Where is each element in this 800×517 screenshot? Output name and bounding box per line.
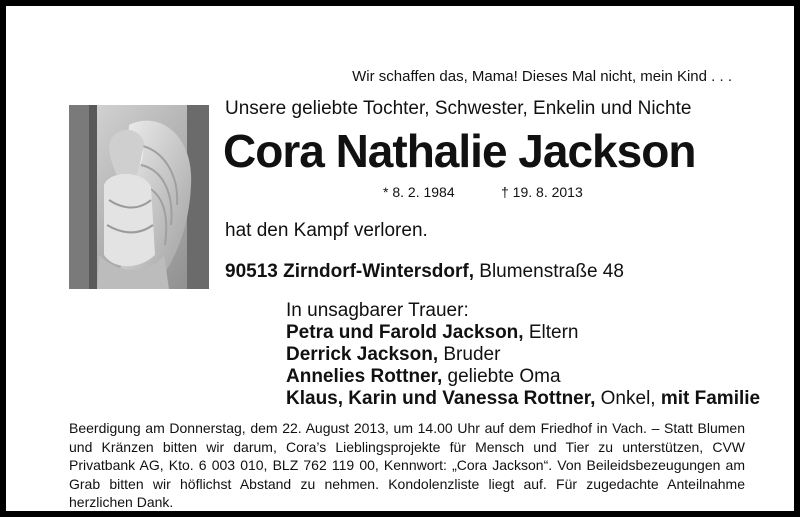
mourner-relation: Bruder [443, 344, 501, 365]
mourner-name: Derrick Jackson, [286, 344, 439, 365]
intro-line: Unsere geliebte Tochter, Schwester, Enkelin und Nichte [225, 98, 692, 119]
angel-statue-image [69, 105, 209, 289]
quote-line: Wir schaffen das, Mama! Dieses Mal nicht, mein Kind . . . [352, 68, 732, 85]
address-street: Blumenstraße 48 [479, 261, 624, 282]
mourner-relation: Onkel, [600, 388, 656, 409]
mourner-row [286, 388, 760, 410]
birth-date: * 8. 2. 1984 [383, 184, 455, 200]
mourner-row [286, 366, 760, 388]
death-date: † 19. 8. 2013 [501, 184, 583, 200]
mourner-name: Klaus, Karin und Vanessa Rottner, [286, 388, 596, 409]
deceased-name: Cora Nathalie Jackson [223, 125, 696, 177]
mourners-heading: In unsagbarer Trauer: [286, 300, 469, 321]
address-line [225, 261, 624, 283]
mourner-relation: Eltern [528, 322, 579, 343]
mourner-name: Petra und Farold Jackson, [286, 322, 524, 343]
footer-text: Beerdigung am Donnerstag, dem 22. August 2013, um 14.00 Uhr auf dem Friedhof in Vach. – Statt Blumen und Kränzen bitten wir darum, Cora’s Lieblingsprojekte für Mensch und Tier zu unterstützen, CVW Privatbank AG, Kto. 6 003 010, BLZ 762 119 00, Kennwort: „Cora Jackson“. Von Beileidsbezeugungen am Grab bitten wir höflichst Abstand zu nehmen. Kondolenzliste liegt auf. Für zugedachte Anteilnahme herzlichen Dank. [69, 420, 745, 510]
mourner-relation: geliebte Oma [447, 366, 561, 387]
mourner-name: Annelies Rottner, [286, 366, 443, 387]
verloren-line: hat den Kampf verloren. [225, 220, 428, 241]
mourner-extra: mit Familie [660, 388, 761, 409]
mourners-block [286, 300, 760, 410]
mourner-row [286, 322, 760, 344]
address-city: 90513 Zirndorf-Wintersdorf, [225, 261, 474, 282]
mourner-row [286, 344, 760, 366]
